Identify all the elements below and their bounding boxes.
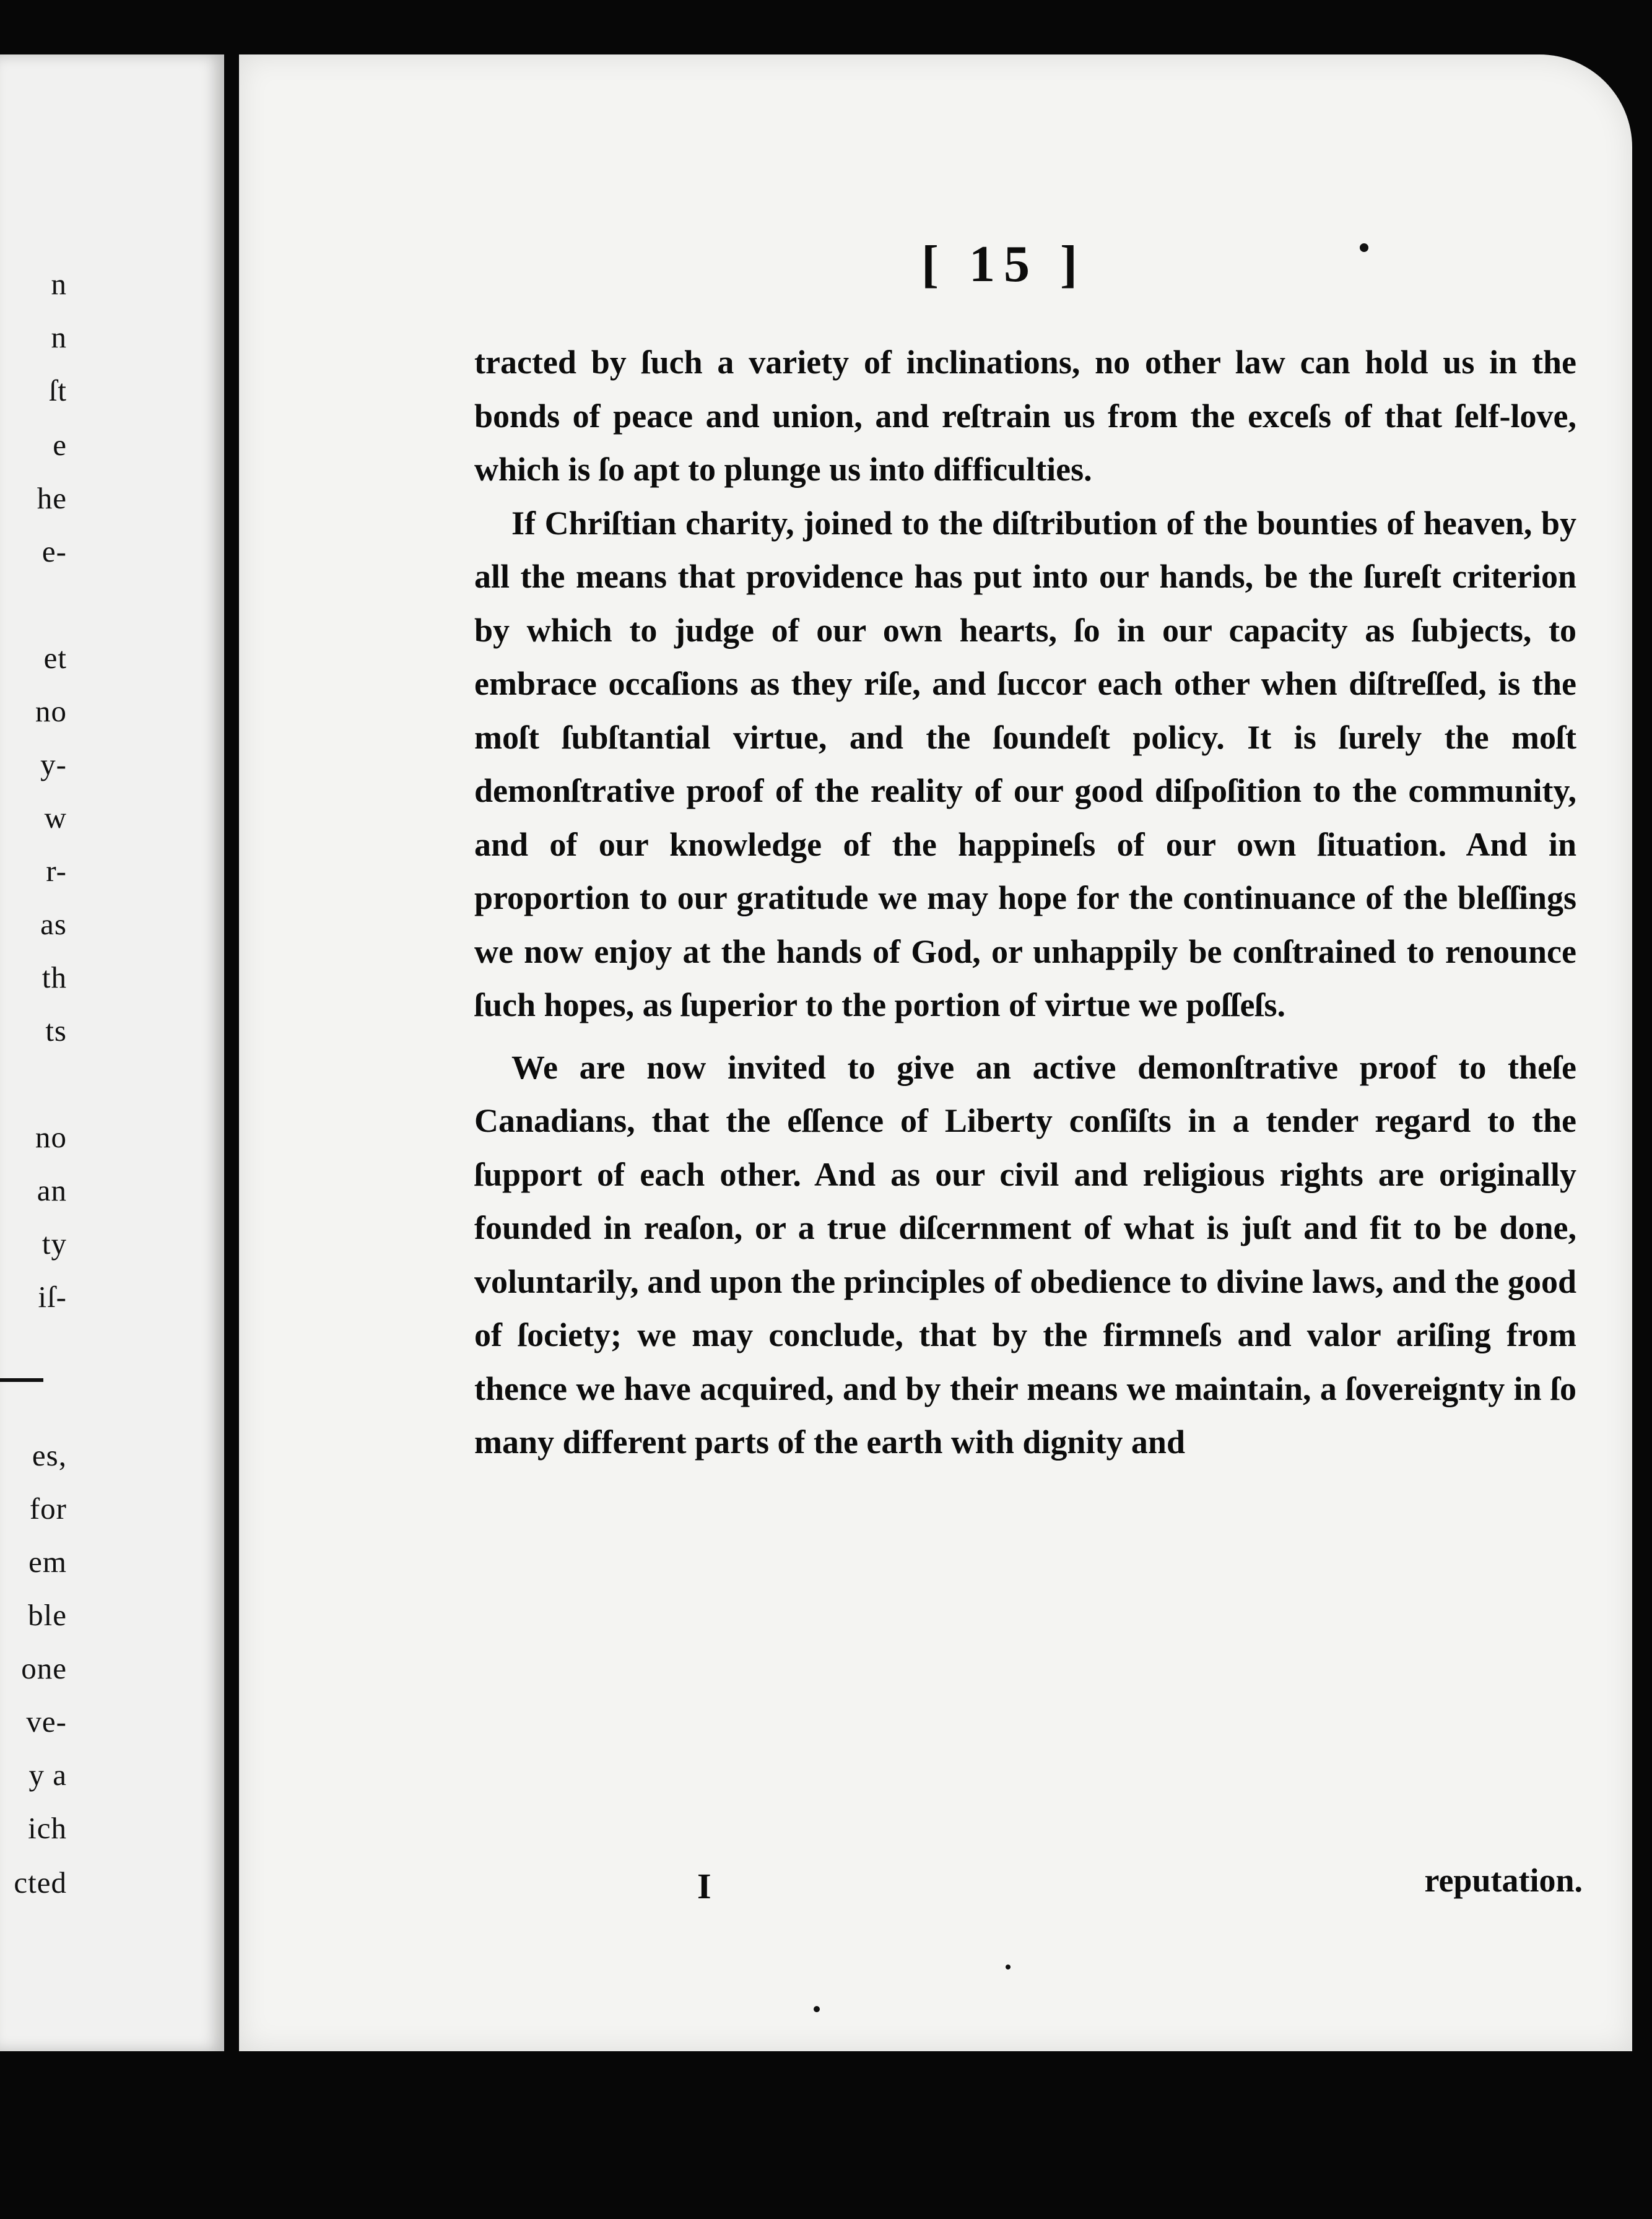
left-page-line-fragment: one	[21, 1651, 67, 1685]
left-page-line-fragment: no	[35, 694, 67, 728]
left-page-line-fragment: e	[53, 428, 67, 462]
left-page-line-fragment: cted	[14, 1865, 67, 1900]
left-page-line-fragment: ble	[28, 1598, 67, 1632]
left-page-line-fragment: e-	[41, 534, 67, 568]
paragraph: If Chriſtian charity, joined to the diſtribution of the bounties of heaven, by all the means that providence has put into our hands, be the ſureſt criterion by which to judge of our own hearts, ſo in our capacity as ſubjects, to embrace occaſions as they riſe, and ſuccor each other when diſtreſſed, is the moſt ſubſtantial virtue, and the ſoundeſt policy. It is ſurely the moſt demonſtrative proof of the reality of our good diſpoſition to the community, and of our knowledge of the happineſs of our own ſituation. And in proportion to our gratitude we may hope for the continuance of the bleſſings we now enjoy at the hands of God, or unhappily be conſtrained to renounce ſuch hopes, as ſuperior to the portion of virtue we poſſeſs.	[474, 504, 1576, 1023]
left-page-line-fragment: an	[37, 1173, 67, 1207]
ink-speck	[1360, 243, 1368, 252]
left-page-line-fragment: n	[51, 267, 67, 301]
book-page	[239, 54, 1632, 2051]
left-page-line-fragment: r-	[46, 854, 67, 888]
left-page-line-fragment: as	[40, 907, 67, 941]
paragraph: tracted by ſuch a variety of inclinations, no other law can hold us in the bonds of peace and union, and reſtrain us from the exceſs of that ſelf-love, which is ſo apt to plunge us into difficulties.	[474, 344, 1576, 488]
ink-speck	[1006, 1965, 1011, 1969]
left-page-line-fragment: ſt	[48, 373, 67, 407]
left-page-line-fragment: y-	[40, 747, 67, 781]
left-page-line-fragment: es,	[32, 1438, 67, 1472]
paragraph: We are now invited to give an active demonſtrative proof to theſe Canadians, that the eſſence of Liberty conſiſts in a tender regard to the ſupport of each other. And as our civil and religious rights are originally founded in reaſon, or a true diſcernment of what is juſt and fit to be done, voluntarily, and upon the principles of obedience to divine laws, and the good of ſociety; we may conclude, that by the firmneſs and valor ariſing from thence we have acquired, and by their means we maintain, a ſovereignty in ſo many different parts of the earth with dignity and	[474, 1048, 1576, 1461]
page-number: [ 15 ]	[921, 235, 1086, 293]
left-page-line-fragment: ve-	[26, 1704, 67, 1739]
left-page-line-fragment: et	[43, 641, 67, 675]
left-page-line-fragment: w	[44, 801, 67, 835]
left-page-line-fragment: for	[29, 1492, 67, 1526]
left-page-rule	[0, 1378, 43, 1382]
left-page-line-fragment: em	[28, 1545, 67, 1579]
left-page-line-fragment: n	[51, 320, 67, 354]
left-page-line-fragment: he	[37, 481, 67, 515]
left-page-line-fragment: y a	[28, 1758, 67, 1792]
signature-mark: I	[697, 1866, 711, 1906]
left-page-line-fragment: ich	[28, 1811, 67, 1845]
left-page-edge	[0, 54, 224, 2051]
catchword: reputation.	[1424, 1862, 1583, 1899]
left-page-line-fragment: ts	[45, 1014, 67, 1048]
ink-speck	[814, 2006, 820, 2012]
page-body-text	[474, 331, 1576, 1469]
left-page-line-fragment: ty	[41, 1227, 67, 1261]
left-page-line-fragment: no	[35, 1120, 67, 1154]
left-page-line-fragment: th	[41, 960, 67, 994]
left-page-line-fragment: iſ-	[38, 1280, 67, 1314]
